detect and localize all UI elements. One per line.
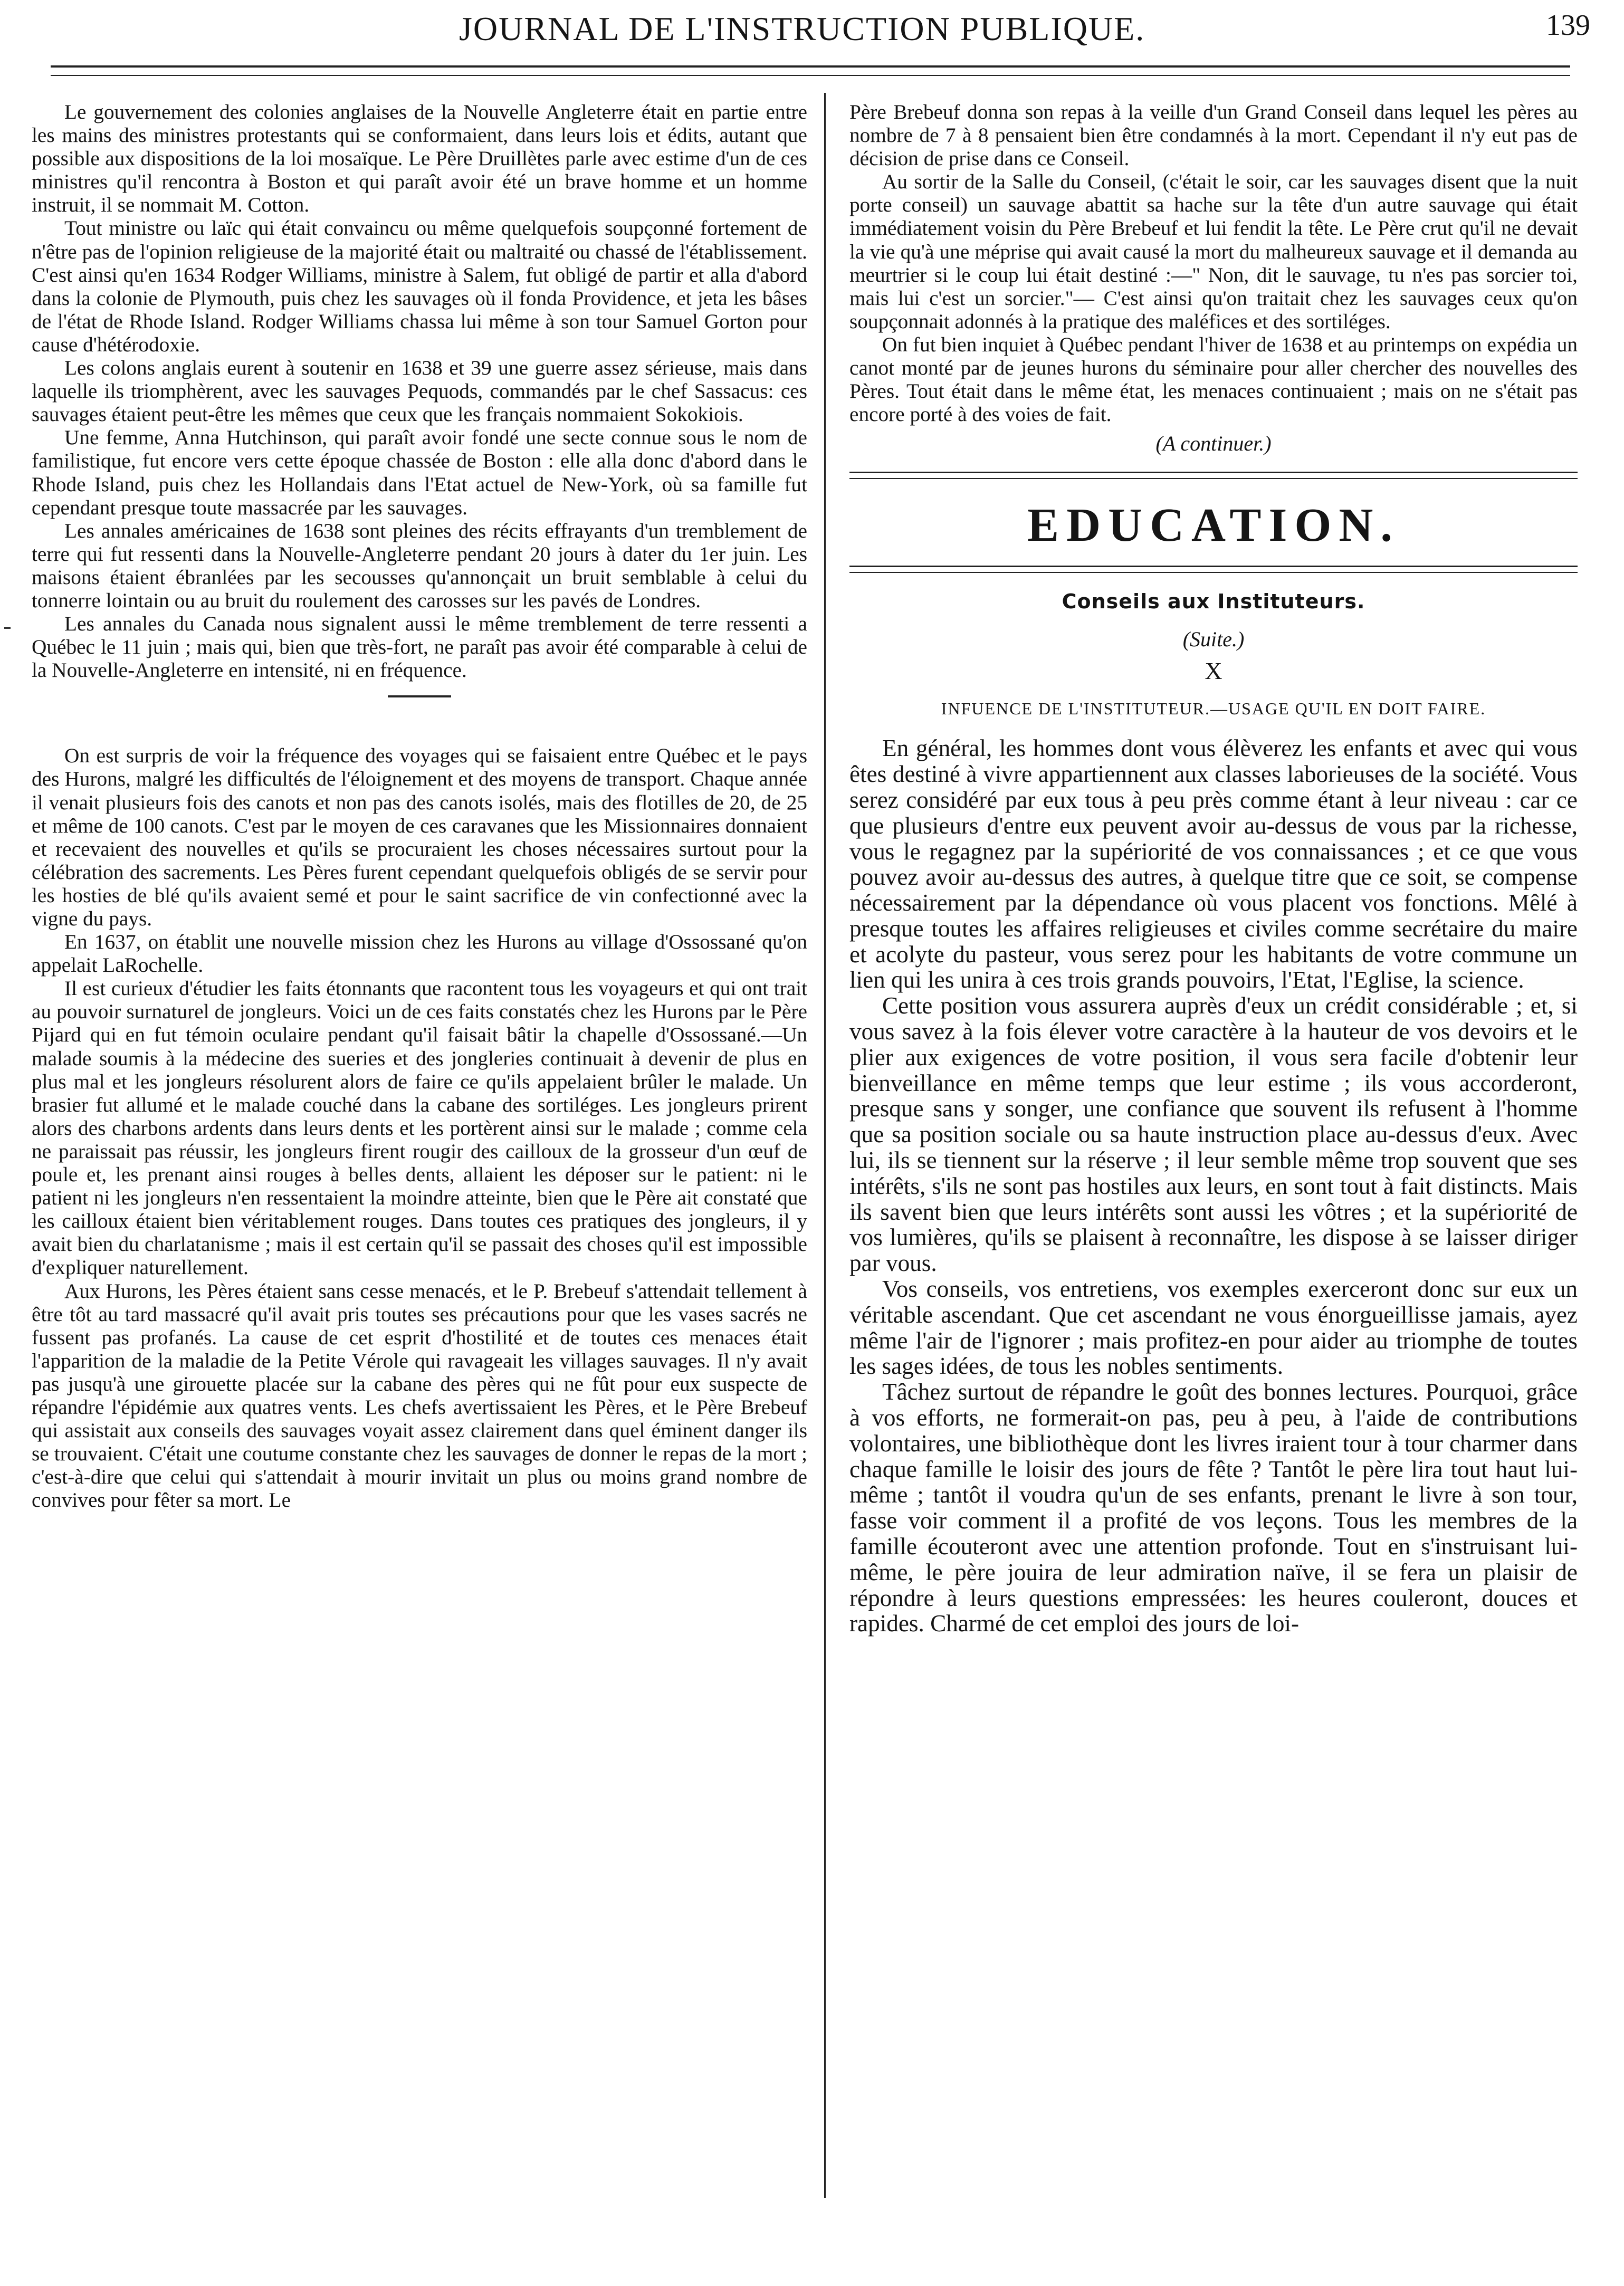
chapter-numeral: X xyxy=(1205,657,1222,685)
paragraph: Père Brebeuf donna son repas à la veille d'un Grand Conseil dans lequel les pères au nombre de 7 à 8 pensaient bien être condamnés à la mort. Cependant il n'y eut pas de décision de prise dans ce Conseil. xyxy=(849,100,1578,170)
header-rule-top xyxy=(51,65,1570,68)
paragraph: Il est curieux d'étudier les faits étonnants que racontent tous les voyageurs et qui ont trait au pouvoir surnaturel de jongleurs. Voici un de ces faits constatés chez les Hurons par le Père Pijard qui en fut témoin oculaire pendant qu'il faisait bâtir la chapelle d'Ossossané.—Un malade soumis à la médecine des sueries et des jongleries continuait à devenir de plus en plus mal et les jongleurs résolurent alors de faire ce qu'ils appelaient brûler le malade. Un brasier fut allumé et le malade couché dans la cabane des sortiléges. Les jongleurs prirent alors des charbons ardents dans leurs dents et les portèrent ainsi sur le malade ; comme cela ne paraissait pas réussir, les jongleurs firent rougir des cailloux de la grosseur d'un œuf de poule et, les prenant ainsi rouges à belles dents, allaient les déposer sur le patient: ni le patient ni les jongleurs n'en ressentaient la moindre atteinte, bien que le Père ait constaté que les cailloux étaient bien véritablement rouges. Dans toutes ces pratiques des jongleurs, il y avait bien du charlatanisme ; mais il est certain qu'il se passait des choses qu'il est impossible d'expliquer naturellement. xyxy=(32,977,807,1279)
running-title: JOURNAL DE L'INSTRUCTION PUBLIQUE. xyxy=(459,10,1145,47)
margin-mark xyxy=(4,627,11,629)
suite-label: (Suite.) xyxy=(1182,627,1245,652)
page-number: 139 xyxy=(1546,9,1590,42)
paragraph: Le gouvernement des colonies anglaises de la Nouvelle Angleterre était en partie entre les mains des ministres protestants qui se conformaient, dans leurs lois et édits, autant que possible aux dispositions de la loi mosaïque. Le Père Druillètes parle avec estime d'un de ces ministres qu'il rencontra à Boston et qui paraît avoir été un brave homme et un homme instruit, il se nommait M. Cotton. xyxy=(32,100,807,217)
paragraph: Vos conseils, vos entretiens, vos exemples exerceront donc sur eux un véritable ascendant. Que cet ascendant ne vous énorgueillisse jamais, ayez même l'air de l'ignorer ; mais profitez-en pour aider au triomphe de toutes les sages idées, de tous les nobles sentiments. xyxy=(849,1276,1578,1380)
section-rule-top xyxy=(849,472,1578,479)
paragraph: Les annales américaines de 1638 sont pleines des récits effrayants d'un tremblement de terre qui fut ressenti dans la Nouvelle-Angleterre pendant 20 jours à dater du 1er juin. Les maisons étaient ébranlées par les secousses qu'annonçait un bruit semblable à celui du tonnerre lointain ou au bruit du roulement des carosses sur les pavés de Londres. xyxy=(32,519,807,612)
article-title: Conseils aux Instituteurs. xyxy=(1062,590,1365,614)
section-rule-bottom xyxy=(849,566,1578,573)
section-title: EDUCATION. xyxy=(1027,499,1400,552)
paragraph: En général, les hommes dont vous élèverez les enfants et avec qui vous êtes destiné à vivre appartiennent aux classes laborieuses de la société. Vous serez considéré par eux tous à peu près comme étant à leur niveau : car ce que plusieurs d'entre eux peuvent avoir au-dessus de vous par la richesse, vous le regagnez par la supériorité de vos connaissances ; et ce que vous pouvez avoir au-dessus des autres, à quelque titre que ce soit, se compense nécessairement par la dépendance où vous placent vos fonctions. Mêlé à presque toutes les affaires religieuses et civiles comme secrétaire du maire et acolyte du pasteur, vous serez pour les habitants de votre commune un lien qui les unira à ces trois grands pouvoirs, l'Etat, l'Eglise, la science. xyxy=(849,735,1578,993)
section-separator xyxy=(388,695,451,697)
to-continue-note: (A continuer.) xyxy=(1155,432,1272,456)
paragraph: Les annales du Canada nous signalent aussi le même tremblement de terre ressenti a Québec le 11 juin ; mais qui, bien que très-fort, ne paraît pas avoir été comparable à celui de la Nouvelle-Angleterre en intensité, ni en fréquence. xyxy=(32,612,807,682)
paragraph: Les colons anglais eurent à soutenir en 1638 et 39 une guerre assez sérieuse, mais dans laquelle ils triomphèrent, avec les sauvages Pequods, commandés par le chef Sassacus: ces sauvages étaient peut-être les mêmes que ceux que les français nommaient Sokokiois. xyxy=(32,356,807,426)
chapter-heading: INFUENCE DE L'INSTITUTEUR.—USAGE QU'IL EN DOIT FAIRE. xyxy=(941,699,1486,719)
right-column xyxy=(849,100,1578,2184)
paragraph: Tâchez surtout de répandre le goût des bonnes lectures. Pourquoi, grâce à vos efforts, ne formerait-on pas, peu à peu, à l'aide de contributions volontaires, une bibliothèque dont les livres iraient tour à tour charmer dans chaque famille le loisir des jours de fête ? Tantôt le père lira tout haut lui-même ; tantôt il voudra qu'un de ses enfants, prenant le livre à son tour, fasse voir comment il a profité de vos leçons. Tous les membres de la famille écouteront avec une attention profonde. Tout en s'instruisant lui-même, le père jouira de leur admiration naïve, il se fera un plaisir de répondre à leurs questions empressées: les heures couleront, douces et rapides. Charmé de cet emploi des jours de loi- xyxy=(849,1379,1578,1637)
paragraph: Une femme, Anna Hutchinson, qui paraît avoir fondé une secte connue sous le nom de familistique, fut encore vers cette époque chassée de Boston : elle alla donc d'abord dans le Rhode Island, puis chez les Hollandais dans l'Etat actuel de New-York, où sa famille fut cependant presque toute massacrée par les sauvages. xyxy=(32,426,807,519)
paragraph: On est surpris de voir la fréquence des voyages qui se faisaient entre Québec et le pays des Hurons, malgré les difficultés de l'éloignement et des moyens de transport. Chaque année il venait plusieurs fois des canots et non pas des canots isolés, mais des flotilles de 20, de 25 et même de 100 canots. C'est par le moyen de ces caravanes que les Missionnaires donnaient et recevaient des nouvelles et qu'ils se procuraient les choses nécessaires surtout pour la célébration des sacrements. Les Pères furent cependant quelquefois obligés de se servir pour les hosties de blé qu'ils avaient semé et pour le saint sacrifice de vin confectionné avec la vigne du pays. xyxy=(32,744,807,930)
left-column xyxy=(32,100,807,2174)
page-header xyxy=(0,0,1624,63)
paragraph: En 1637, on établit une nouvelle mission chez les Hurons au village d'Ossossané qu'on appelait LaRochelle. xyxy=(32,930,807,977)
paragraph: Tout ministre ou laïc qui était convaincu ou même quelquefois soupçonné fortement de n'être pas de l'opinion religieuse de la majorité était ou maltraité ou chassé de l'établissement. C'est ainsi qu'en 1634 Rodger Williams, ministre à Salem, fut obligé de partir et alla d'abord dans la colonie de Plymouth, puis chez les sauvages où il fonda Providence, et jeta les bâses de l'état de Rhode Island. Rodger Williams chassa lui même à son tour Samuel Gorton pour cause d'hétérodoxie. xyxy=(32,216,807,356)
paragraph: Aux Hurons, les Pères étaient sans cesse menacés, et le P. Brebeuf s'attendait tellement à être tôt au tard massacré qu'il avait pris toutes ses précautions pour que les vases sacrés ne fussent pas profanés. La cause de cet esprit d'hostilité et de toutes ces menaces était l'apparition de la maladie de la Petite Vérole qui ravageait les villages sauvages. Il n'y avait pas jusqu'à une girouette placée sur la cabane des pères qui ne fût pour eux suspecte de répandre l'épidémie aux quatres vents. Les chefs avertissaient les Pères, et le Père Brebeuf qui assistait aux conseils des sauvages voyait assez clairement dans quel éminent danger ils se trouvaient. C'était une coutume constante chez les sauvages de donner le repas de la mort ; c'est-à-dire que celui qui s'attendait à mourir invitait un plus ou moins grand nombre de convives pour fêter sa mort. Le xyxy=(32,1279,807,1512)
paragraph: Au sortir de la Salle du Conseil, (c'était le soir, car les sauvages disent que la nuit porte conseil) un sauvage abattit sa hache sur la tête d'un autre sauvage qui était immédiatement voisin du Père Brebeuf et lui fendit la tête. Le Père crut qu'il ne devait la vie qu'à une méprise qui avait causé la mort du malheureux sauvage et il demanda au meurtrier si le coup lui était destiné :—" Non, dit le sauvage, tu n'es pas sorcier toi, mais lui c'est un sorcier."— C'est ainsi qu'on traitait chez les sauvages ceux qu'on soupçonnait adonnés à la pratique des maléfices et des sortiléges. xyxy=(849,170,1578,333)
column-divider xyxy=(824,93,826,2198)
paragraph: Cette position vous assurera auprès d'eux un crédit considérable ; et, si vous savez à la fois élever votre caractère à la hauteur de vos devoirs et le plier aux exigences de votre position, il vous sera facile d'obtenir leur bienveillance en même temps que leur estime ; ils vous accorderont, presque sans y songer, une confiance que souvent ils refusent à l'homme que sa position sociale ou sa haute instruction place au-dessus d'eux. Avec lui, ils se tiennent sur la réserve ; il leur semble même trop souvent que ses intérêts, s'ils ne sont pas hostiles aux leurs, en sont tout à fait distincts. Mais ils savent bien que leurs intérêts sont aussi les vôtres ; et la supériorité de vos lumières, qu'ils se plaisent à reconnaître, les dispose à se laisser diriger par vous. xyxy=(849,992,1578,1277)
header-rule-bottom xyxy=(51,75,1570,76)
paragraph: On fut bien inquiet à Québec pendant l'hiver de 1638 et au printemps on expédia un canot monté par de jeunes hurons du séminaire pour aller chercher des nouvelles des Pères. Tout était dans le même état, les menaces continuaient ; mais on ne s'était pas encore porté à des voies de fait. xyxy=(849,332,1578,426)
